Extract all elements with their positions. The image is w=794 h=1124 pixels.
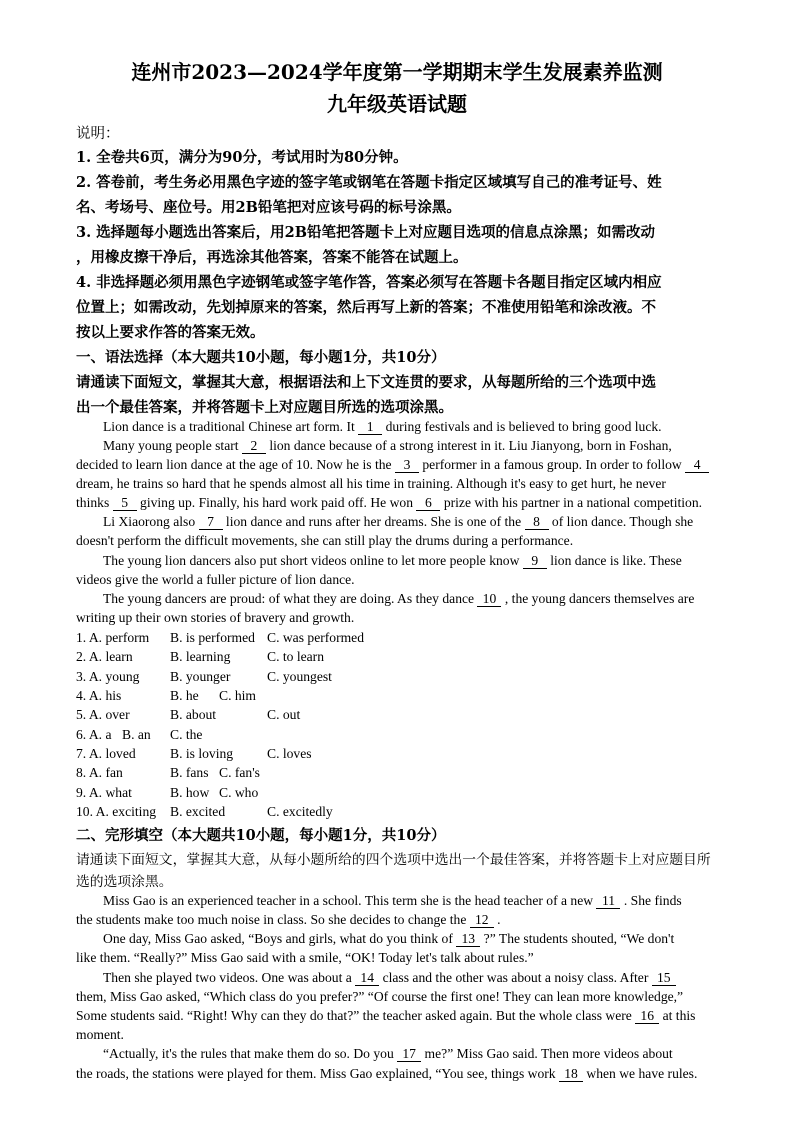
passage2-line-10: the roads, the stations were played for them. Miss Gao explained, “You see, things work 18 when we have rules. [76, 1066, 698, 1081]
passage1-line-1: Lion dance is a traditional Chinese art form. It 1 during festivals and is believed to bring good luck. [103, 419, 662, 434]
passage1-line-11: writing up their own stories of bravery and growth. [76, 610, 355, 625]
blank-7: 7 [199, 515, 223, 530]
blank-4: 4 [685, 458, 709, 473]
instruction-3b: ，用橡皮擦干净后，再选涂其他答案，答案不能答在试题上。 [76, 249, 468, 266]
passage1-line-7: doesn't perform the difficult movements, she can still play the drums during a performance. [76, 533, 574, 548]
passage2-line-3: One day, Miss Gao asked, “Boys and girls, what do you think of 13 ?” The students shouted, “We don't [103, 931, 675, 946]
section2-direction-b: 选的选项涂黑。 [76, 874, 173, 890]
instruction-4b: 位置上；如需改动，先划掉原来的答案，然后再写上新的答案；不准使用铅笔和涂改液。不 [76, 299, 656, 316]
instructions-label: 说明： [76, 126, 120, 142]
blank-15: 15 [652, 971, 676, 986]
passage1-line-2: Many young people start 2 lion dance because of a strong interest in it. Liu Jianyong, born in Foshan, [103, 438, 672, 453]
passage1-line-3: decided to learn lion dance at the age of 10. Now he is the 3 performer in a famous group. In order to follow 4 [76, 457, 709, 473]
blank-5: 5 [113, 496, 137, 511]
section2-direction-a: 请通读下面短文，掌握其大意，从每小题所给的四个选项中选出一个最佳答案，并将答题卡上对应题目所 [76, 852, 711, 868]
section1-direction-a: 请通读下面短文，掌握其大意，根据语法和上下文连贯的要求，从每题所给的三个选项中选 [76, 374, 656, 391]
blank-8: 8 [525, 515, 549, 530]
instruction-3a: 3. 选择题每小题选出答案后，用2B铅笔把答题卡上对应题目选项的信息点涂黑；如需改动 [76, 224, 656, 241]
passage1-line-4: dream, he trains so hard that he spends almost all his time in training. Although it's easy to get hurt, he never [76, 476, 666, 491]
passage2-line-5: Then she played two videos. One was about a 14 class and the other was about a noisy class. After 15 [103, 970, 676, 986]
exam-title: 连州市2023—2024学年度第一学期期末学生发展素养监测 [131, 60, 663, 84]
passage1-line-8: The young lion dancers also put short videos online to let more people know 9 lion dance is like. These [103, 553, 682, 568]
blank-11: 11 [596, 894, 620, 909]
passage2-line-9: “Actually, it's the rules that make them do so. Do you 17 me?” Miss Gao said. Then more videos about [103, 1046, 673, 1061]
passage2-line-7: Some students said. “Right! Why can they do that?” the teacher asked again. But the whole class were 16 at this [76, 1008, 696, 1023]
blank-17: 17 [397, 1047, 421, 1062]
blank-14: 14 [355, 971, 379, 986]
passage2-line-4: like them. “Really?” Miss Gao said with a smile, “OK! Today let's talk about rules.” [76, 950, 534, 965]
blank-13: 13 [456, 932, 480, 947]
blank-2: 2 [242, 439, 266, 454]
passage2-line-6: them, Miss Gao asked, “Which class do you prefer?” “Of course the first one! They can lean more knowledge,” [76, 989, 684, 1004]
blank-16: 16 [635, 1009, 659, 1024]
blank-6: 6 [416, 496, 440, 511]
instruction-2a: 2. 答卷前，考生务必用黑色字迹的签字笔或钢笔在答题卡指定区域填写自己的准考证号、姓 [76, 174, 662, 191]
section2-heading: 二、完形填空（本大题共10小题，每小题1分，共10分） [76, 827, 446, 844]
instruction-2b: 名、考场号、座位号。用2B铅笔把对应该号码的标号涂黑。 [76, 199, 461, 216]
blank-18: 18 [559, 1067, 583, 1082]
passage1-line-9: videos give the world a fuller picture of lion dance. [76, 572, 355, 587]
exam-subtitle: 九年级英语试题 [327, 92, 467, 116]
blank-3: 3 [395, 458, 419, 473]
passage1-line-6: Li Xiaorong also 7 lion dance and runs after her dreams. She is one of the 8 of lion dance. Though she [103, 514, 694, 529]
section1-direction-b: 出一个最佳答案，并将答题卡上对应题目所选的选项涂黑。 [76, 399, 453, 416]
instruction-4c: 按以上要求作答的答案无效。 [76, 324, 265, 341]
blank-1: 1 [358, 420, 382, 435]
blank-12: 12 [470, 913, 494, 928]
instruction-4a: 4. 非选择题必须用黑色字迹钢笔或签字笔作答，答案必须写在答题卡各题目指定区域内相应 [76, 274, 662, 291]
exam-page: 连州市2023—2024学年度第一学期期末学生发展素养监测 九年级英语试题 说明： 1. 全卷共6页，满分为90分，考试用时为80分钟。 2. 答卷前，考生务必用黑色字迹的签字笔或钢笔在答题卡指定区域填写自己的准考证号、姓 名、考场号、座位号。用2B铅笔把对应该号码的标号涂黑。 3. 选择题每小题选出答案后，用2B铅笔把答题卡上对应题目选项的信息点涂黑；如需改动 ，用橡皮擦干净后，再选涂其他答案，答案不能答在试题上。 4. 非选择题必须用黑色字迹钢笔或签字笔作答，答案必须写在答题卡各题目指定区域内相应 位置上；如需改动，先划掉原来的答案，然后再写上新的答案；不准使用铅笔和涂改液。不 按以上要求作答的答案无效。 一、语法选择（本大题共10小题，每小题1分，共10分） 请通读下面短文，掌握其大意，根据语法和上下文连贯的要求，从每题所给的三个选项中选 出一个最佳答案，并将答题卡上对应题目所选的选项涂黑。 Lion dance is a traditional Chinese art form. It 1 during festivals and is believed to bring good luck. Many young people start 2 lion dance because of a strong interest in it. Liu Jianyong, born in Foshan, decided to learn lion dance at the age of 10. Now he is the 3 performer in a famous group. In order to follow 4 dream, he trains so hard that he spends almost all his time in training. Although it's easy to get hurt, he never thinks 5 giving up. Finally, his hard work paid off. He won 6 prize with his partner in a national competition. Li Xiaorong also 7 lion dance and runs after her dreams. She is one of the 8 of lion dance. Though she doesn't perform the difficult movements, she can still play the drums during a performance. The young lion dancers also put short videos online to let more people know 9 lion dance is like. These videos give the world a fuller picture of lion dance. The young dancers are proud: of what they are doing. As they dance 10 , the young dancers themselves are writing up their own stories of bravery and growth. 1. A. perform B. is performed C. was performed 2. A. learn B. learning C. to learn 3. A. young B. younger C. youngest 4. A. his B. he C. him 5. A. over B. about C. out 6. A. a B. an C. the 7. A. loved B. is loving C. loves 8. A. fan B. fans C. fan's 9. A. what B. how C. who 10. A. exciting B. excited C. excitedly 二、完形填空（本大题共10小题，每小题1分，共10分） 请通读下面短文，掌握其大意，从每小题所给的四个选项中选出一个最佳答案，并将答题卡上对应题目所 选的选项涂黑。 Miss Gao is an experienced teacher in a school. This term she is the head teacher of a new 11 . She finds the students make too much noise in class. So she decides to change the 12 . One day, Miss Gao asked, “Boys and girls, what do you think of 13 ?” The students shouted, “We don't like them. “Really?” Miss Gao said with a smile, “OK! Today let's talk about rules.” Then she played two videos. One was about a 14 class and the other was about a noisy class. After 15 them, Miss Gao asked, “Which class do you prefer?” “Of course the first one! They can lean more knowledge,” Some students said. “Right! Why can they do that?” the teacher asked again. But the whole class were 16 at this moment. “Actually, it's the rules that make them do so. Do you 17 me?” Miss Gao said. Then more videos about the roads, the stations were played for them. Miss Gao explained, “You see, things work 18 when we have rules. [0, 0, 794, 1124]
instruction-1: 1. 全卷共6页，满分为90分，考试用时为80分钟。 [76, 149, 408, 166]
blank-9: 9 [523, 554, 547, 569]
passage1-line-10: The young dancers are proud: of what they are doing. As they dance 10 , the young dancers themselves are [103, 591, 695, 606]
passage2-line-2: the students make too much noise in class. So she decides to change the 12 . [76, 912, 501, 927]
blank-10: 10 [477, 592, 501, 607]
passage1-line-5: thinks 5 giving up. Finally, his hard work paid off. He won 6 prize with his partner in a national competition. [76, 495, 703, 510]
section1-heading: 一、语法选择（本大题共10小题，每小题1分，共10分） [76, 349, 446, 366]
passage2-line-8: moment. [76, 1027, 124, 1042]
passage2-line-1: Miss Gao is an experienced teacher in a school. This term she is the head teacher of a new 11 . She finds [103, 893, 682, 908]
